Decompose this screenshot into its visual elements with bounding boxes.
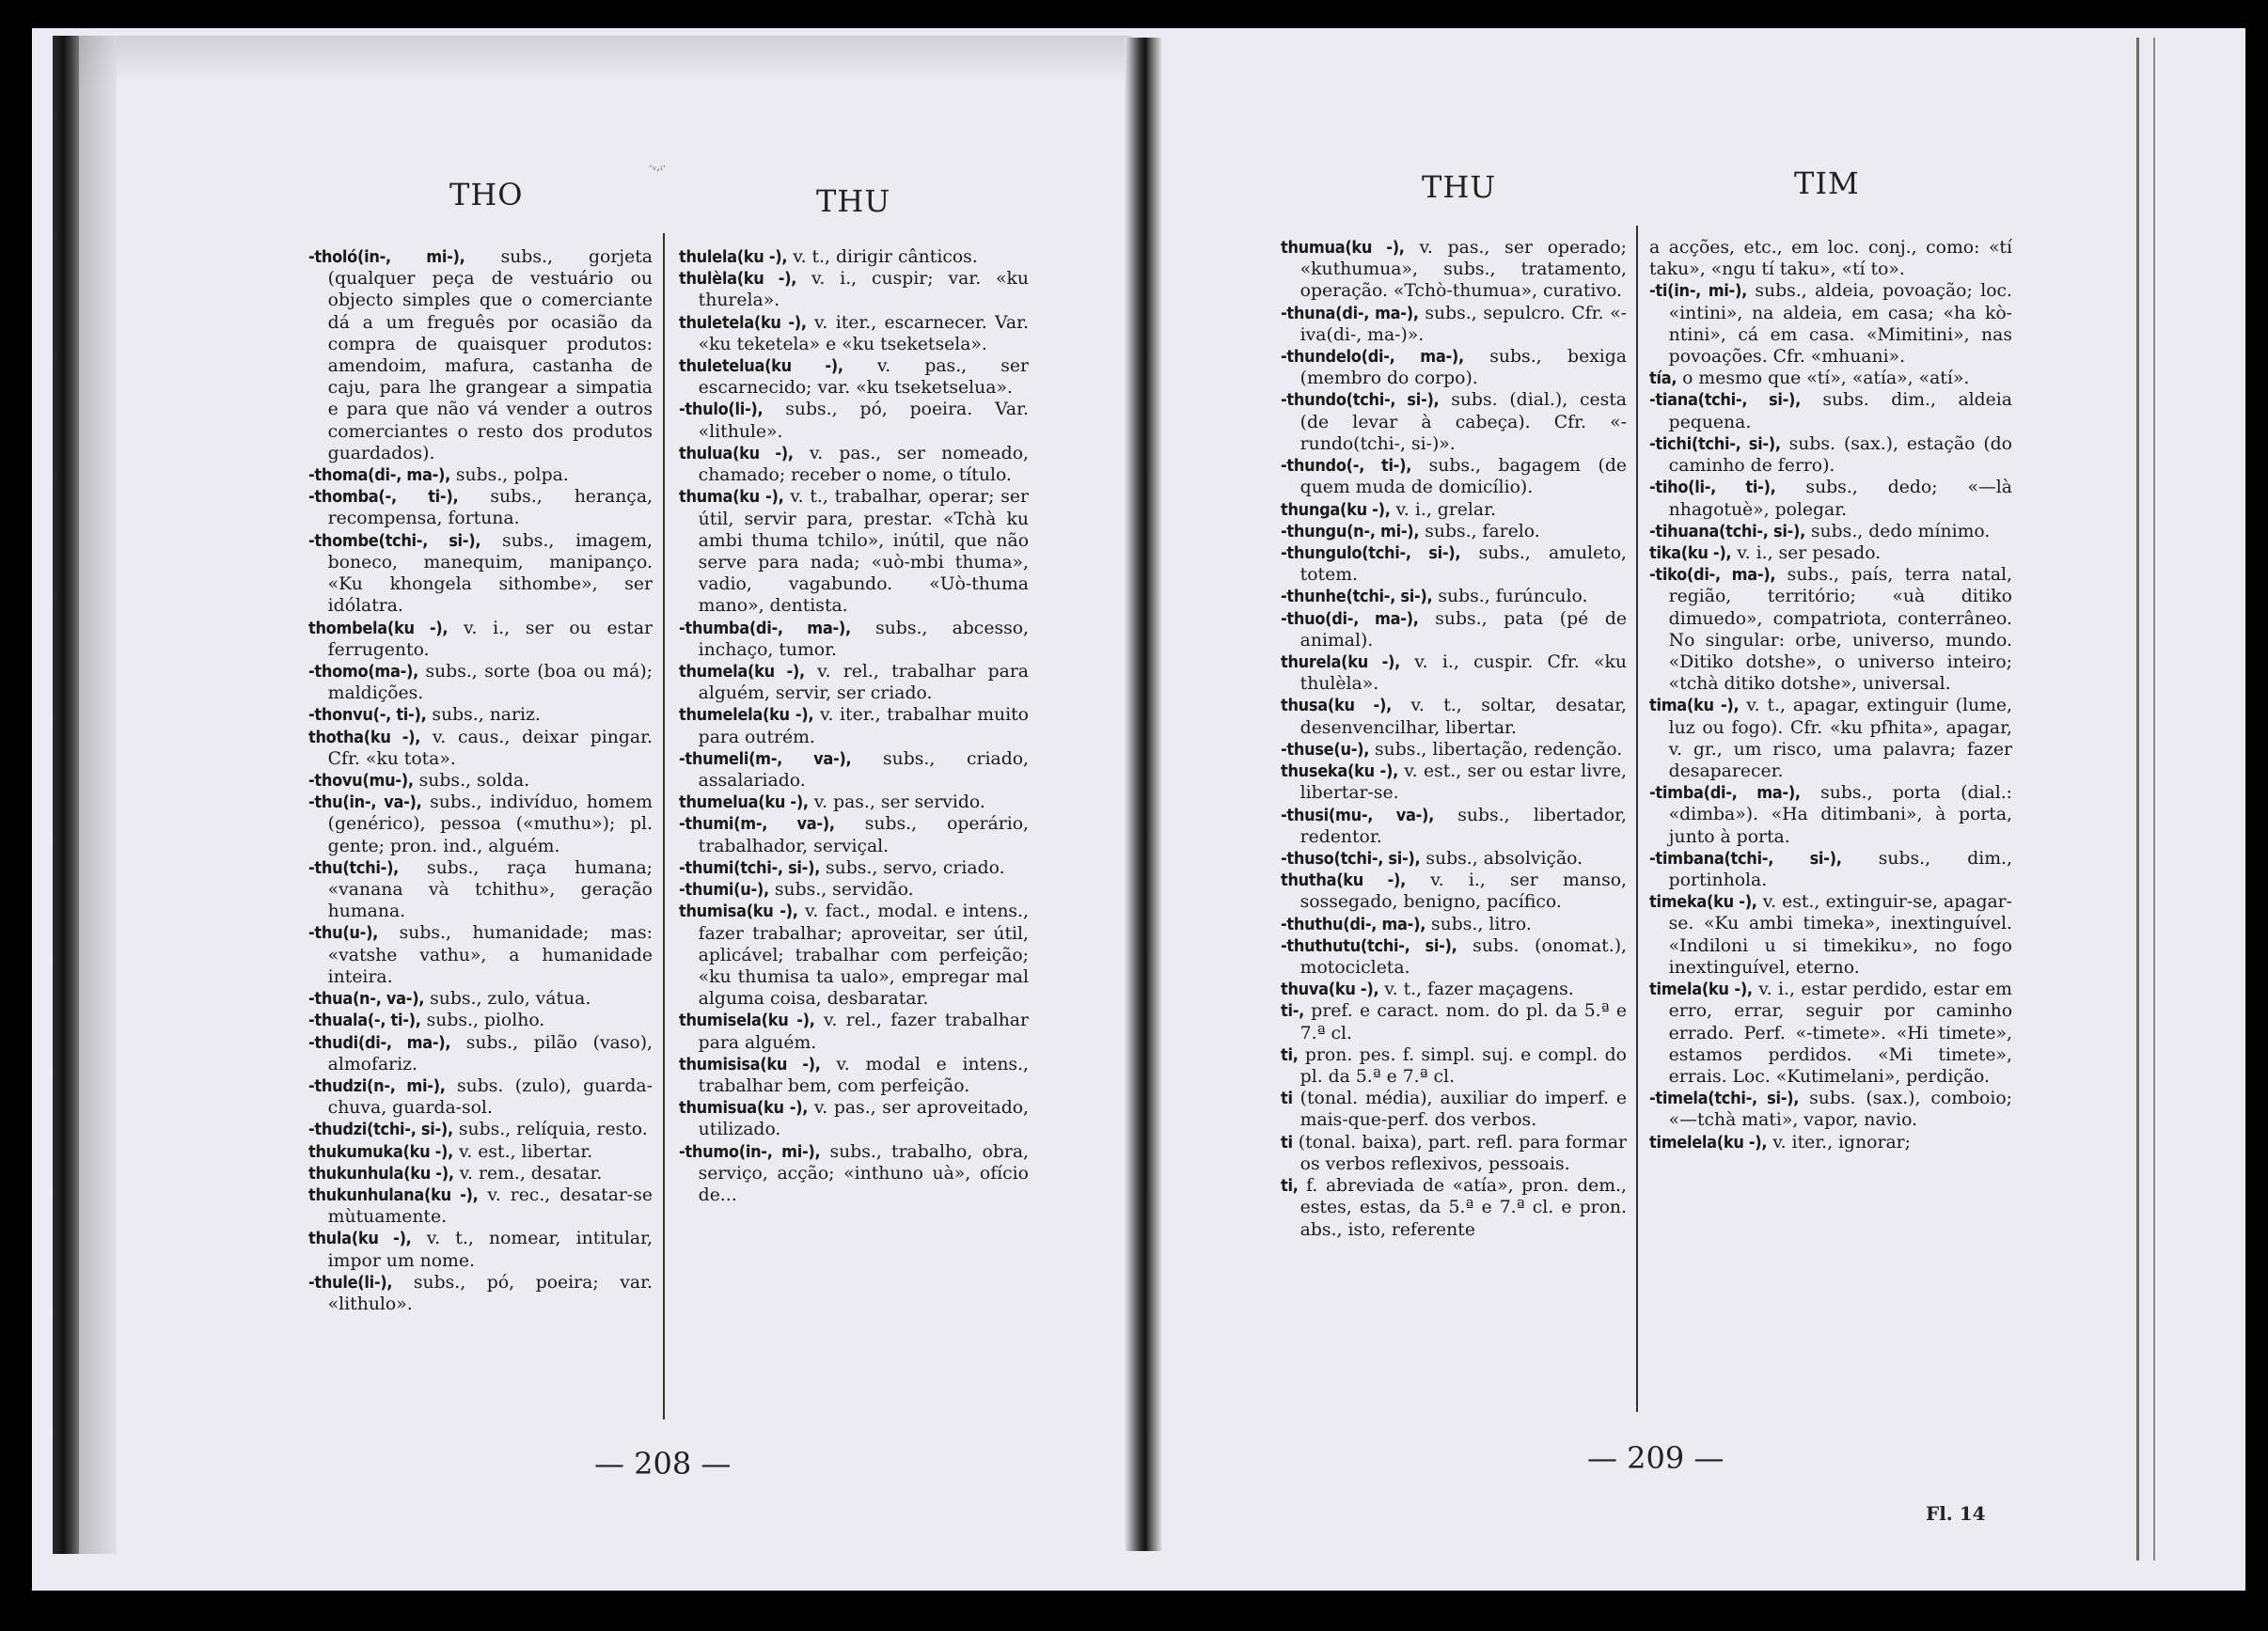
- dictionary-entry: [1649, 521, 2012, 542]
- definition: subs., pilão (vaso), almofariz.: [327, 1032, 653, 1074]
- definition: v. est., ser ou estar livre, libertar-se.: [1299, 761, 1627, 804]
- dictionary-entry: [1649, 848, 2012, 891]
- headword: timeka(ku -),: [1649, 892, 1757, 913]
- dictionary-entry: [308, 530, 653, 618]
- headword: -thombe(tchi-, si-),: [308, 530, 481, 551]
- definition: v. caus., deixar pingar. Cfr. «ku tota».: [327, 727, 653, 769]
- headword: -tiana(tchi-, si-),: [1649, 390, 1801, 411]
- definition: subs., servidão.: [768, 880, 914, 901]
- dictionary-entry: [679, 879, 1029, 901]
- dictionary-entry: [1281, 346, 1627, 389]
- dictionary-entry: [679, 1097, 1029, 1140]
- headword: -thuse(u-),: [1281, 739, 1370, 760]
- headword: -thua(n-, va-),: [308, 989, 425, 1010]
- headword: -thuala(-, ti-),: [308, 1011, 421, 1031]
- headword: thumisela(ku -),: [679, 1011, 815, 1031]
- headword: -thunhe(tchi-, si-),: [1281, 587, 1433, 607]
- definition: subs., dim., portinhola.: [1668, 848, 2012, 891]
- dictionary-entry: [308, 1184, 653, 1228]
- definition: subs., raça humana; «vanana và tchithu», geração humana.: [327, 857, 653, 922]
- definition: v. est., libertar.: [453, 1141, 593, 1162]
- dictionary-entry: [1649, 564, 2012, 695]
- definition: subs., nariz.: [426, 705, 541, 726]
- headword: thumisisa(ku -),: [679, 1054, 821, 1074]
- dictionary-entry: [308, 661, 653, 704]
- definition: subs., porta (dial.: «dimba»). «Ha ditimbani», à porta, junto à porta.: [1668, 783, 2013, 847]
- dictionary-entry: [308, 246, 653, 464]
- dictionary-entry: [679, 813, 1029, 856]
- headword: -thumba(di-, ma-),: [679, 618, 851, 638]
- headword: -thungulo(tchi-, si-),: [1281, 542, 1461, 563]
- headword: ti-,: [1281, 1001, 1304, 1022]
- definition: subs., pó, poeira; var. «lithulo».: [327, 1272, 653, 1315]
- dictionary-entry: [679, 704, 1029, 747]
- dictionary-entry: [1281, 389, 1627, 455]
- dictionary-entry: [679, 661, 1029, 704]
- definition: v. pas., ser nomeado, chamado; receber o nome, o título.: [698, 443, 1029, 486]
- dictionary-entry: [679, 1054, 1029, 1097]
- dictionary-entry: [308, 704, 653, 726]
- definition: subs., dedo; «—là nhagotuè», polegar.: [1668, 478, 2012, 520]
- definition: v. pas., ser operado; «kuthumua», subs., tratamento, operação. «Tchò-thumua», curativo.: [1299, 238, 1627, 302]
- definition: subs., bagagem (de quem muda de domicílio).: [1299, 456, 1627, 498]
- headword: thuletela(ku -),: [679, 312, 807, 333]
- definition: subs., relíquia, resto.: [452, 1120, 648, 1140]
- definition: pref. e caract. nom. do pl. da 5.ª e 7.ª cl.: [1299, 1001, 1627, 1043]
- definition: v. i., cuspir; var. «ku thurela».: [698, 269, 1029, 311]
- dictionary-entry: [679, 443, 1029, 486]
- definition: f. abreviada de «atía», pron. dem., estes, estas, da 5.ª e 7.ª cl. e pron. abs., isto, referente: [1298, 1176, 1627, 1240]
- dictionary-entry: [1649, 891, 2012, 979]
- definition: v. iter., trabalhar muito para outrém.: [698, 705, 1029, 747]
- definition: a acções, etc., em loc. conj., como: «tí taku», «ngu tí taku», «tí to».: [1649, 238, 2012, 280]
- headword: ti: [1281, 1132, 1293, 1153]
- headword: ti: [1281, 1089, 1293, 1109]
- headword: -thu(u-),: [308, 923, 379, 944]
- definition: v. rel., trabalhar para alguém, servir, ser criado.: [698, 661, 1029, 704]
- dictionary-entry: [679, 486, 1029, 617]
- dictionary-entry: [308, 727, 653, 770]
- dictionary-entry: [308, 792, 653, 857]
- definition: v. t., soltar, desatar, desenvencilhar, libertar.: [1299, 696, 1627, 738]
- headword: thuva(ku -),: [1281, 980, 1379, 1000]
- headword: -thulo(li-),: [679, 400, 764, 420]
- definition: subs., país, terra natal, região, território; «uà ditiko dimuedo», compatriota, conterrâneo. No singular: orbe, universo, mundo. «Ditiko dotshe», o universo inteiro; «tchà ditiko dotshe», universal.: [1668, 565, 2013, 695]
- headword: -tholó(in-, mi-),: [308, 247, 465, 267]
- dictionary-entry: [679, 355, 1029, 399]
- dictionary-entry: [1649, 1088, 2012, 1131]
- right-page-column-2: [1649, 237, 2012, 1153]
- headword: thukunhulana(ku -),: [308, 1185, 479, 1206]
- definition: v. iter., ignorar;: [1767, 1132, 1911, 1153]
- definition: pron. pes. f. simpl. suj. e compl. do pl. da 5.ª e 7.ª cl.: [1298, 1044, 1627, 1088]
- headword: -thoma(di-, ma-),: [308, 465, 450, 486]
- headword: -thu(tchi-),: [308, 857, 400, 878]
- dictionary-entry: [308, 1010, 653, 1031]
- headword: -thumi(tchi-, si-),: [679, 857, 821, 878]
- dictionary-entry: [1281, 914, 1627, 935]
- headword: -thuso(tchi-, si-),: [1281, 848, 1421, 869]
- definition: v. i., grelar.: [1390, 499, 1496, 520]
- headword: -tiho(li-, ti-),: [1649, 478, 1776, 498]
- headword: thumelua(ku -),: [679, 792, 809, 813]
- headword: thombela(ku -),: [308, 618, 449, 638]
- definition: subs., bexiga (membro do corpo).: [1299, 347, 1627, 389]
- definition: subs., solda.: [413, 771, 530, 791]
- headword: tía,: [1649, 369, 1677, 389]
- dictionary-entry: [308, 857, 653, 923]
- definition: v. i., cuspir. Cfr. «ku thulèla».: [1299, 652, 1627, 695]
- headword: -thuna(di-, ma-),: [1281, 303, 1419, 323]
- column-rule: [1636, 226, 1638, 1412]
- dictionary-entry: [1649, 368, 2012, 389]
- headword: thumela(ku -),: [679, 661, 805, 682]
- definition: subs., litro.: [1425, 914, 1532, 934]
- headword: -timba(di-, ma-),: [1649, 783, 1801, 804]
- headword: timela(ku -),: [1649, 980, 1753, 1000]
- definition: subs., dedo mínimo.: [1804, 521, 1991, 541]
- headword: thulela(ku -),: [679, 247, 788, 267]
- definition: v. i., estar perdido, estar em erro, errar, seguir por caminho errado. Perf. «-timete». «Hi timete», estamos perdidos. «Mi timete», errais. Loc. «Kutimelani», perdição.: [1668, 980, 2012, 1087]
- headword: thuletelua(ku -),: [679, 356, 843, 377]
- headword: -tiko(di-, ma-),: [1649, 565, 1776, 586]
- dictionary-entry: [679, 268, 1029, 311]
- definition: subs., libertador, redentor.: [1299, 805, 1627, 847]
- definition: v. rel., fazer trabalhar para alguém.: [698, 1011, 1029, 1053]
- dictionary-entry: [308, 1163, 653, 1184]
- dictionary-entry: [679, 618, 1029, 661]
- definition: subs., indivíduo, homem (genérico), pessoa («muthu»); pl. gente; pron. ind., alguém.: [327, 792, 653, 856]
- definition: v. t., trabalhar, operar; ser útil, servir para, prestar. «Tchà ku ambi thuma tchilo», inútil, que não serve para nada; «uò-mbi thuma», vadio, vagabundo. «Uò-thuma mano», dentista.: [698, 487, 1029, 617]
- definition: subs., pó, poeira. Var. «lithule».: [698, 400, 1029, 442]
- definition: subs., trabalho, obra, serviço, acção; «inthuno uà», ofício de...: [698, 1141, 1029, 1206]
- dictionary-entry: [679, 399, 1029, 442]
- headword: thulèla(ku -),: [679, 269, 797, 290]
- dictionary-entry: [1281, 586, 1627, 607]
- dictionary-entry: [308, 1075, 653, 1119]
- dictionary-entry: [679, 312, 1029, 355]
- dictionary-entry: [308, 1272, 653, 1315]
- scan-shadow: [79, 36, 1132, 83]
- definition: subs., operário, trabalhador, serviçal.: [698, 814, 1029, 856]
- dictionary-entry: [1281, 848, 1627, 870]
- dictionary-entry: [679, 246, 1029, 268]
- headword: -timbana(tchi-, si-),: [1649, 848, 1842, 869]
- headword: -thusi(mu-, va-),: [1281, 805, 1434, 825]
- dictionary-entry: [1281, 695, 1627, 738]
- headword: thumisua(ku -),: [679, 1098, 809, 1119]
- definition: o mesmo que «tí», «atía», «atí».: [1677, 369, 1970, 389]
- left-page-column-1: [308, 246, 653, 1315]
- headword: thurela(ku -),: [1281, 652, 1400, 673]
- headword: ti,: [1281, 1044, 1299, 1065]
- dictionary-entry: [308, 1141, 653, 1163]
- dictionary-entry: [1649, 389, 2012, 432]
- definition: subs., criado, assalariado.: [698, 748, 1029, 792]
- definition: subs., pata (pé de animal).: [1299, 608, 1628, 651]
- dictionary-entry: [1281, 1088, 1627, 1131]
- headword: -thudi(di-, ma-),: [308, 1032, 451, 1053]
- dictionary-entry: [1281, 542, 1627, 586]
- dictionary-entry: [679, 792, 1029, 813]
- definition: v. est., extinguir-se, apagar-se. «Ku ambi timeka», inextinguível. «Indiloni u si timekiku», no fogo inextinguível, eterno.: [1668, 892, 2012, 978]
- dictionary-entry: [1281, 1044, 1627, 1088]
- headword: -thonvu(-, ti-),: [308, 705, 427, 726]
- definition: v. iter., escarnecer. Var. «ku teketela» e «ku tseketsela».: [698, 312, 1029, 354]
- definition: subs., servo, criado.: [820, 857, 1005, 878]
- headword: -ti(in-, mi-),: [1649, 281, 1747, 302]
- headword: tima(ku -),: [1649, 696, 1740, 716]
- headword: -thungu(n-, mi-),: [1281, 521, 1420, 541]
- headword: -tihuana(tchi-, si-),: [1649, 521, 1805, 541]
- center-gutter: [1125, 38, 1162, 1551]
- definition: subs., absolvição.: [1420, 848, 1583, 869]
- headword: -thuthu(di-, ma-),: [1281, 914, 1426, 934]
- dictionary-entry: [308, 618, 653, 661]
- headword: -thudzi(tchi-, si-),: [308, 1120, 453, 1140]
- dictionary-entry: [1281, 739, 1627, 761]
- dictionary-entry: [1281, 1175, 1627, 1241]
- dictionary-entry: [679, 857, 1029, 879]
- dictionary-entry: [1281, 1132, 1627, 1175]
- headword: -thundelo(di-, ma-),: [1281, 347, 1464, 368]
- dictionary-entry: [308, 486, 653, 529]
- headword: -thuthutu(tchi-, si-),: [1281, 935, 1457, 956]
- dictionary-entry: [308, 1032, 653, 1075]
- page-number: — 209 —: [1587, 1440, 1725, 1476]
- headword: thulua(ku -),: [679, 443, 794, 463]
- definition: subs., aldeia, povoação; loc. «intini», na aldeia, em casa; «ha kò-ntini», cá em casa. «Mimitini», nas povoações. Cfr. «mhuani».: [1668, 281, 2013, 368]
- running-header-left: THO: [449, 177, 524, 212]
- definition: v. fact., modal. e intens., fazer trabalhar; aproveitar, ser útil, aplicável; trabalhar com perfeição; «ku thumisa ta ualo», empregar mal alguma coisa, desbaratar.: [698, 902, 1029, 1010]
- definition: v. t., nomear, intitular, impor um nome.: [327, 1229, 653, 1271]
- dictionary-entry: [1281, 805, 1627, 848]
- headword: -thomo(ma-),: [308, 661, 419, 682]
- headword: -thomba(-, ti-),: [308, 487, 459, 508]
- headword: -thu(in-, va-),: [308, 792, 422, 813]
- dictionary-entry: [679, 748, 1029, 792]
- stray-mark: ·ᵥ,ᵢ·: [649, 160, 667, 173]
- definition: subs., humanidade; mas: «vatshe vathu», a humanidade inteira.: [327, 923, 653, 987]
- headword: ti,: [1281, 1176, 1299, 1197]
- definition: v. pas., ser servido.: [808, 792, 985, 813]
- headword: thula(ku -),: [308, 1229, 412, 1249]
- dictionary-entry: [1649, 695, 2012, 782]
- dictionary-entry: [1281, 521, 1627, 542]
- headword: thumua(ku -),: [1281, 238, 1405, 258]
- headword: timelela(ku -),: [1649, 1132, 1768, 1153]
- dictionary-entry: [1649, 782, 2012, 848]
- headword: thumelela(ku -),: [679, 705, 814, 726]
- dictionary-entry: [679, 1010, 1029, 1053]
- book-binding-edge: [53, 36, 79, 1554]
- headword: thotha(ku -),: [308, 727, 421, 747]
- definition: subs., imagem, boneco, manequim, manipanço. «Ku khongela sithombe», ser idólatra.: [327, 530, 653, 617]
- left-page-column-2: [679, 246, 1029, 1206]
- headword: -thovu(mu-),: [308, 771, 414, 791]
- running-header-right: TIM: [1794, 165, 1860, 201]
- dictionary-entry: [1281, 499, 1627, 521]
- definition: v. rec., desatar-se mùtuamente.: [327, 1185, 653, 1228]
- headword: -thundo(tchi-, si-),: [1281, 390, 1440, 411]
- dictionary-entry: [308, 1228, 653, 1271]
- headword: -thuo(di-, ma-),: [1281, 608, 1419, 629]
- definition: subs., piolho.: [420, 1011, 545, 1031]
- right-page-column-1: [1281, 237, 1627, 1241]
- dictionary-entry: [1649, 433, 2012, 477]
- headword: thumisa(ku -),: [679, 902, 798, 922]
- definition: v. t., apagar, extinguir (lume, luz ou fogo). Cfr. «ku pfhita», apagar, v. gr., um risco, uma palavra; fazer desaparecer.: [1668, 696, 2012, 782]
- dictionary-entry: [1281, 935, 1627, 979]
- headword: -thumeli(m-, va-),: [679, 748, 852, 769]
- headword: thukunhula(ku -),: [308, 1163, 454, 1184]
- definition: subs. (onomat.), motocicleta.: [1299, 935, 1627, 978]
- definition: subs., abcesso, inchaço, tumor.: [698, 618, 1029, 660]
- dictionary-entry: [1281, 1000, 1627, 1043]
- dictionary-entry: [1281, 237, 1627, 303]
- headword: -thumi(u-),: [679, 880, 769, 901]
- running-header-left: THU: [1422, 169, 1497, 205]
- dictionary-entry: [1281, 303, 1627, 346]
- dictionary-entry: [1649, 979, 2012, 1088]
- headword: -thumi(m-, va-),: [679, 814, 835, 835]
- dictionary-entry: [308, 988, 653, 1010]
- column-rule: [663, 233, 665, 1419]
- definition: subs. (sax.), estação (do caminho de ferro).: [1668, 433, 2012, 477]
- page-number: — 208 —: [594, 1446, 732, 1482]
- headword: -thule(li-),: [308, 1272, 393, 1293]
- definition: v. rem., desatar.: [453, 1163, 603, 1184]
- headword: -thudzi(n-, mi-),: [308, 1075, 446, 1096]
- definition: v. i., ser ou estar ferrugento.: [327, 618, 653, 660]
- definition: subs., amuleto, totem.: [1299, 542, 1627, 586]
- headword: thutha(ku -),: [1281, 870, 1406, 891]
- dictionary-entry: [1649, 1132, 2012, 1153]
- dictionary-entry: [1281, 761, 1627, 804]
- definition: subs. (dial.), cesta (de levar à cabeça). Cfr. «-rundo(tchi-, si-)».: [1299, 390, 1627, 454]
- dictionary-entry: [1649, 477, 2012, 520]
- definition: subs. (sax.), comboio; «—tchà mati», vapor, navio.: [1668, 1089, 2013, 1131]
- definition: v. i., ser manso, sossegado, benigno, pacífico.: [1299, 870, 1627, 913]
- definition: (tonal. média), auxiliar do imperf. e mais-que-perf. dos verbos.: [1292, 1089, 1627, 1131]
- headword: thuma(ku -),: [679, 487, 784, 508]
- dictionary-entry: [308, 770, 653, 792]
- binding-shadow: [79, 36, 117, 1554]
- headword: thuseka(ku -),: [1281, 761, 1398, 782]
- definition: subs., furúnculo.: [1432, 587, 1588, 607]
- definition: v. modal e intens., trabalhar bem, com perfeição.: [698, 1054, 1029, 1096]
- definition: subs., sepulcro. Cfr. «-iva(di-, ma-)».: [1299, 303, 1627, 345]
- definition: subs., zulo, vátua.: [424, 989, 591, 1010]
- dictionary-entry: [1281, 651, 1627, 695]
- dictionary-entry: [1649, 237, 2012, 280]
- headword: -thundo(-, ti-),: [1281, 456, 1412, 477]
- definition: v. i., ser pesado.: [1731, 542, 1882, 563]
- dictionary-entry: [308, 464, 653, 486]
- headword: thunga(ku -),: [1281, 499, 1391, 520]
- dictionary-entry: [679, 901, 1029, 1010]
- definition: subs., polpa.: [449, 465, 569, 486]
- definition: v. pas., ser aproveitado, utilizado.: [698, 1098, 1029, 1140]
- definition: subs., libertação, redenção.: [1369, 739, 1623, 760]
- dictionary-entry: [1281, 608, 1627, 651]
- definition: subs. (zulo), guarda-chuva, guarda-sol.: [327, 1075, 653, 1119]
- definition: v. t., dirigir cânticos.: [787, 247, 978, 267]
- dictionary-entry: [1281, 870, 1627, 913]
- definition: subs., gorjeta (qualquer peça de vestuário ou objecto simples que o comerciante dá a um freguês por ocasião da compra de quaisquer produtos: amendoim, mafura, castanha de caju, para lhe grangear a simpatia e para que não vá vender a outros comerciantes o resto dos produtos guardados).: [327, 247, 653, 463]
- definition: v. t., fazer maçagens.: [1378, 980, 1574, 1000]
- definition: subs. dim., aldeia pequena.: [1668, 390, 2012, 432]
- sheet-mark: Fl. 14: [1926, 1502, 1986, 1525]
- definition: subs., farelo.: [1419, 521, 1540, 541]
- headword: -thumo(in-, mi-),: [679, 1141, 821, 1162]
- dictionary-entry: [1281, 979, 1627, 1000]
- headword: thusa(ku -),: [1281, 696, 1392, 716]
- headword: -timela(tchi-, si-),: [1649, 1089, 1800, 1109]
- page-edge: [2153, 38, 2155, 1560]
- headword: -tichi(tchi-, si-),: [1649, 433, 1781, 454]
- headword: tika(ku -),: [1649, 542, 1732, 563]
- dictionary-entry: [1649, 542, 2012, 564]
- dictionary-entry: [1649, 280, 2012, 368]
- page-edge: [2136, 38, 2139, 1560]
- definition: v. pas., ser escarnecido; var. «ku tseketselua».: [698, 356, 1029, 399]
- dictionary-entry: [1281, 455, 1627, 498]
- dictionary-entry: [679, 1141, 1029, 1207]
- definition: subs., herança, recompensa, fortuna.: [327, 487, 653, 529]
- running-header-right: THU: [816, 183, 891, 219]
- headword: thukumuka(ku -),: [308, 1141, 454, 1162]
- dictionary-entry: [308, 922, 653, 988]
- definition: subs., sorte (boa ou má); maldições.: [327, 661, 653, 704]
- definition: (tonal. baixa), part. refl. para formar os verbos reflexivos, pessoais.: [1292, 1132, 1627, 1174]
- dictionary-entry: [308, 1119, 653, 1140]
